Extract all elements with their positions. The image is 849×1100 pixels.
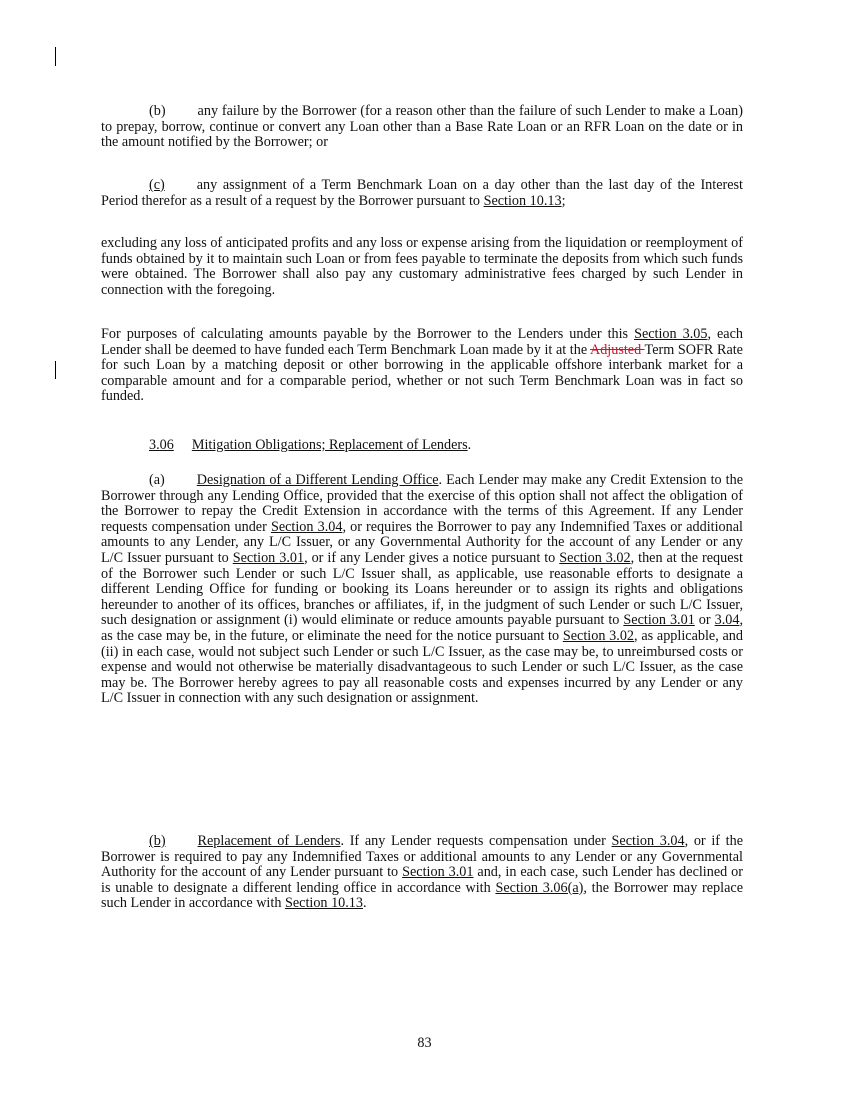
section-reference: Section 3.05 <box>634 326 708 342</box>
paragraph-text: , or if the Borrower is required to pay any Indemnified Taxes or additional amounts to any Lender or any Governmental Authority for the account of any Lender pursuant to <box>101 833 744 881</box>
section-number: 3.06 <box>149 437 174 453</box>
paragraph-3-06-a <box>101 473 743 707</box>
paragraph-text: For purposes of calculating amounts payable by the Borrower to the Lenders under this <box>101 326 635 342</box>
section-reference: Section 3.04 <box>270 518 343 535</box>
paragraph-marker: (b) <box>149 103 166 119</box>
section-reference: Section 3.02 <box>562 627 635 644</box>
deleted-text: Adjusted <box>589 341 645 358</box>
section-reference: Section 10.13 <box>483 192 562 209</box>
paragraph-text: Term SOFR Rate for such Loan by a matching deposit or other borrowing in the applicable offshore interbank market for a comparable amount and for a comparable period, whether or not such Term Benchmark Loan was in fact so funded. <box>101 341 743 405</box>
paragraph-text: , then at the request of the Borrower such Lender or such L/C Issuer shall, as applicable, use reasonable efforts to designate a different Lending Office for funding or booking its Loans hereunder or to assign its rights and obligations hereunder to another of its offices, branches or affiliates, if, in the judgment of such Lender or such L/C Issuer, such designation or assignment (i) would eliminate or reduce amounts payable pursuant to <box>101 549 743 629</box>
paragraph-text: . Each Lender may make any Credit Extension to the Borrower through any Lending Office, provided that the exercise of this option shall not affect the obligation of the Borrower to repay the Credit Extension in accordance with the terms of this Agreement. If any Lender requests compensation under <box>101 472 744 535</box>
section-reference: 3.04 <box>714 612 740 629</box>
paragraph-text: , as the case may be, in the future, or eliminate the need for the notice pursuant to <box>101 612 743 644</box>
section-reference: Section 3.04 <box>611 833 685 849</box>
page-number: 83 <box>417 1035 432 1051</box>
section-reference: Section 10.13 <box>284 895 363 912</box>
subsection-title: Designation of a Different Lending Office <box>196 472 439 488</box>
paragraph-text: . <box>363 895 367 912</box>
paragraph-3-06-b <box>101 834 743 912</box>
paragraph-text: any failure by the Borrower (for a reason other than the failure of such Lender to make a Loan) to prepay, borrow, continue or convert any Loan other than a Base Rate Loan or an RFR Loan on the date or in the amount notified by the Borrower; or <box>101 103 743 151</box>
paragraph-b <box>101 104 743 151</box>
paragraph-purposes <box>101 327 743 405</box>
paragraph-marker: (b) <box>149 833 166 849</box>
paragraph-text: . If any Lender requests compensation under <box>340 833 612 849</box>
punctuation: . <box>467 437 472 453</box>
punctuation: ; <box>561 192 566 209</box>
section-reference: Section 3.06(a) <box>495 879 584 896</box>
paragraph-text: and, in each case, such Lender has declined or is unable to designate a different lending office in accordance with <box>101 864 743 896</box>
paragraph-text: , or if any Lender gives a notice pursuant to <box>304 549 560 566</box>
section-heading-3-06 <box>149 438 471 454</box>
section-reference: Section 3.01 <box>232 549 305 566</box>
paragraph-text: , each Lender shall be deemed to have funded each Term Benchmark Loan made by it at the <box>101 326 743 358</box>
section-reference: Section 3.01 <box>402 864 474 881</box>
section-reference: Section 3.02 <box>559 549 631 566</box>
section-title: Mitigation Obligations; Replacement of Lenders <box>191 437 468 453</box>
section-reference: Section 3.01 <box>623 612 695 629</box>
paragraph-text: , the Borrower may replace such Lender in accordance with <box>101 879 743 912</box>
paragraph-text: , or requires the Borrower to pay any Indemnified Taxes or additional amounts to any Lender, any L/C Issuer, or any Governmental Authority for the account of any Lender or any L/C Issuer pursuant to <box>101 518 743 566</box>
paragraph-text: or <box>694 612 715 629</box>
change-bar-top <box>55 47 56 66</box>
paragraph-marker: (c) <box>149 177 165 193</box>
paragraph-text: any assignment of a Term Benchmark Loan on a day other than the last day of the Interest Period therefor as a result of a request by the Borrower pursuant to <box>101 177 743 209</box>
subsection-title: Replacement of Lenders <box>197 833 341 849</box>
paragraph-excluding <box>101 236 743 298</box>
paragraph-marker: (a) <box>149 472 165 488</box>
paragraph-c <box>101 178 743 209</box>
change-bar-revision <box>55 361 56 379</box>
paragraph-text: , as applicable, and (ii) in each case, would not subject such Lender or such L/C Issuer, as the case may be, to unreimbursed costs or expense and would not otherwise be materially disadvantageous to such Lender or such L/C Issuer, as the case may be. The Borrower hereby agrees to pay all reasonable costs and expenses incurred by any Lender or any L/C Issuer in connection with any such designation or assignment. <box>101 627 743 707</box>
paragraph-text: excluding any loss of anticipated profits and any loss or expense arising from the liquidation or reemployment of funds obtained by it to maintain such Loan or from fees payable to terminate the deposits from which such funds were obtained. The Borrower shall also pay any customary administrative fees charged by such Lender in connection with the foregoing. <box>101 235 743 298</box>
